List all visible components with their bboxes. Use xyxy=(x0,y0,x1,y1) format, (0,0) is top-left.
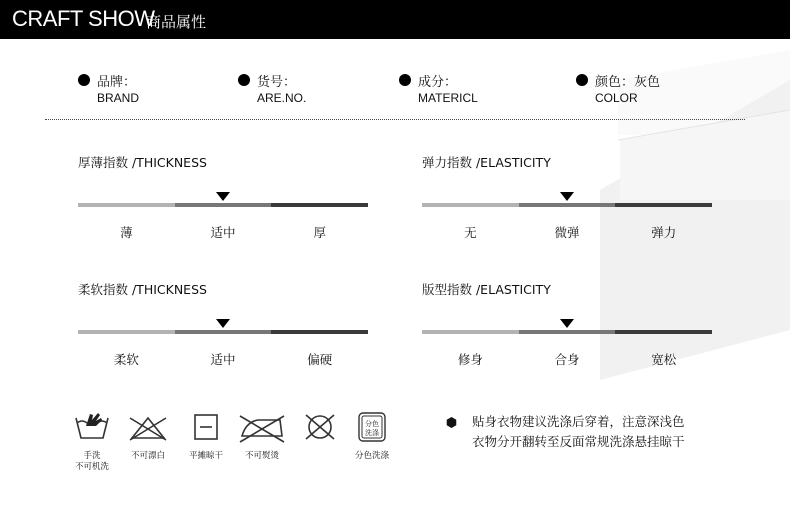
svg-text:分色: 分色 xyxy=(365,420,379,428)
care-caption: 不可漂白 xyxy=(130,451,165,461)
care-caption: 平摊晾干 xyxy=(188,451,223,461)
no-dry-clean-icon xyxy=(290,410,350,444)
scale-segment xyxy=(519,203,616,207)
scale-level: 无 xyxy=(464,225,477,240)
scale-label: 弹力指数 /ELASTICITY xyxy=(422,155,551,170)
care-caption: 手洗 不可机洗 xyxy=(74,451,109,472)
scale-segment xyxy=(519,330,616,334)
note-line: 衣物分开翻转至反面常规洗涤悬挂晾干 xyxy=(472,434,685,449)
section-title: 商品属性 xyxy=(146,13,207,31)
bullet-dot-icon xyxy=(399,74,411,86)
scale-level: 厚 xyxy=(313,225,326,240)
scale-segment xyxy=(175,203,272,207)
bullet-dot-icon xyxy=(78,74,90,86)
thickness-scale xyxy=(78,153,368,253)
scale-level: 柔软 xyxy=(113,352,139,367)
header-bar xyxy=(0,0,790,39)
bullet-dot-icon xyxy=(576,74,588,86)
scale-label: 柔软指数 /THICKNESS xyxy=(78,282,207,297)
scale-segment xyxy=(422,203,519,207)
divider xyxy=(45,119,745,120)
no-bleach-icon xyxy=(118,410,178,444)
scale-segment xyxy=(175,330,272,334)
wash-separately-icon xyxy=(342,410,402,444)
scale-marker-icon xyxy=(560,319,574,328)
scale-level: 微弹 xyxy=(554,225,580,240)
note-line: 贴身衣物建议洗涤后穿着，注意深浅色 xyxy=(472,414,685,429)
scale-marker-icon xyxy=(560,192,574,201)
scale-level: 合身 xyxy=(554,352,580,367)
scale-level: 适中 xyxy=(210,352,236,367)
hexagon-bullet-icon xyxy=(446,417,457,428)
scale-level: 宽松 xyxy=(651,352,677,367)
brand-title: CRAFT SHOW xyxy=(12,6,155,31)
scale-segment xyxy=(615,203,712,207)
no-iron-icon xyxy=(232,410,292,444)
scale-level: 偏硬 xyxy=(307,352,333,367)
scale-level: 修身 xyxy=(457,352,483,367)
flat-dry-icon xyxy=(176,410,236,444)
scale-level: 薄 xyxy=(120,225,133,240)
scale-marker-icon xyxy=(216,192,230,201)
scale-label: 版型指数 /ELASTICITY xyxy=(422,282,551,297)
scale-segment xyxy=(422,330,519,334)
scale-segment xyxy=(615,330,712,334)
scale-segment xyxy=(78,203,175,207)
scale-segment xyxy=(78,330,175,334)
hand-wash-icon xyxy=(62,410,122,444)
care-caption: 不可熨烫 xyxy=(244,451,279,461)
care-caption: 分色洗涤 xyxy=(354,451,389,461)
elasticity-scale xyxy=(422,153,712,253)
softness-scale xyxy=(78,280,368,380)
scale-level: 弹力 xyxy=(651,225,677,240)
scale-label: 厚薄指数 /THICKNESS xyxy=(78,155,207,170)
scale-marker-icon xyxy=(216,319,230,328)
bullet-dot-icon xyxy=(238,74,250,86)
scale-segment xyxy=(271,330,368,334)
scale-segment xyxy=(271,203,368,207)
svg-text:洗涤: 洗涤 xyxy=(365,429,379,437)
scale-level: 适中 xyxy=(210,225,236,240)
fit-scale xyxy=(422,280,712,380)
